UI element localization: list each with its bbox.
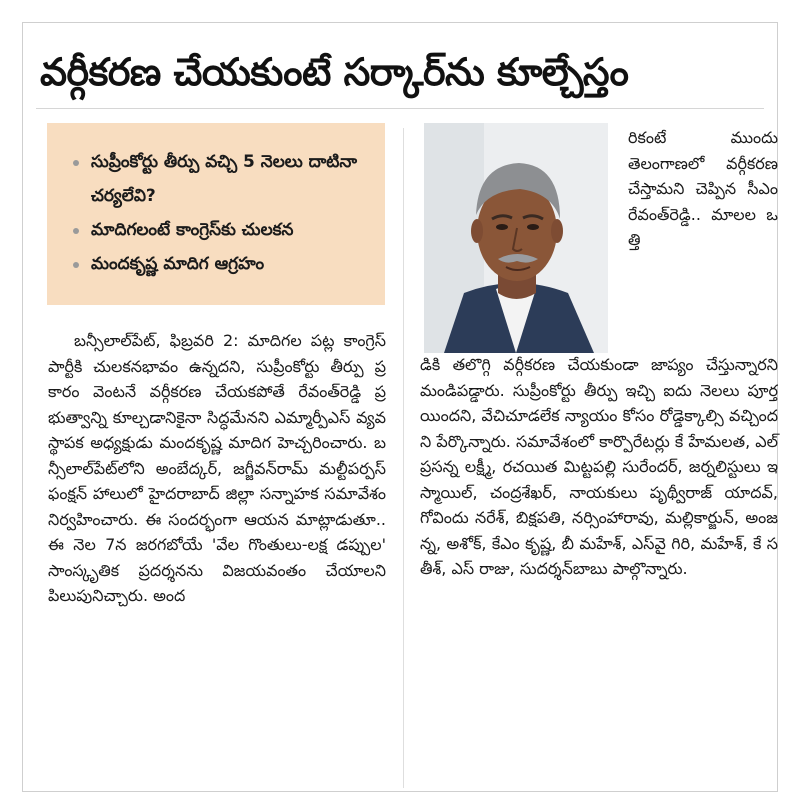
column-divider [403,128,404,788]
highlight-item: సుప్రీంకోర్టు తీర్పు వచ్చి 5 నెలలు దాటినా చర్యలేవి? [73,145,369,213]
article-body-left [48,328,386,609]
portrait-illustration [424,123,608,353]
highlight-item: మందకృష్ణ మాదిగ ఆగ్రహం [73,247,369,281]
portrait-photo [424,123,608,353]
highlight-item: మాదిగలంటే కాంగ్రెస్‌కు చులకన [73,213,369,247]
headline-rule [36,108,764,109]
body-text-left: బన్సీలాల్‌పేట్, ఫిబ్రవరి 2: మాదిగల పట్ల కాంగ్రెస్ పార్టీకి చులకనభావం ఉన్నదని, సుప్రీంకోర్టు తీర్పు ప్రకారం వెంటనే వర్గీకరణ చేయకపోతే రేవంత్‌రెడ్డి ప్రభుత్వాన్ని కూల్చడానికైనా సిద్ధమేనని ఎమ్మార్పీఎస్ వ్యవస్థాపక అధ్యక్షుడు మందకృష్ణ మాదిగ హెచ్చరించారు. బన్సీలాల్‌పేట్‌లోని అంబేద్కర్, జగ్జీవన్‌రామ్ మల్టీపర్పస్ ఫంక్షన్ హాలులో హైదరాబాద్ జిల్లా సన్నాహక సమావేశం నిర్వహించారు. ఈ సందర్భంగా ఆయన మాట్లాడుతూ.. ఈ నెల 7న జరగబోయే 'వేల గొంతులు-లక్ష డప్పుల' సాంస్కృతిక ప్రదర్శనను విజయవంతం చేయాలని పిలుపునిచ్చారు. అంద [48,331,386,605]
article-body-right: డికి తలొగ్గి వర్గీకరణ చేయకుండా జాప్యం చేస్తున్నారని మండిపడ్డారు. సుప్రీంకోర్టు తీర్పు ఇచ్చి ఐదు నెలలు పూర్తయిందని, వేచిచూడలేక న్యాయం కోసం రోడ్డెక్కాల్సి వచ్చిందని పేర్కొన్నారు. సమావేశంలో కార్పొరేటర్లు కే హేమలత, ఎల్ ప్రసన్న లక్ష్మీ, రచయిత మిట్టపల్లి సురేందర్, జర్నలిస్టులు ఇస్మాయిల్, చంద్రశేఖర్, నాయకులు పృథ్వీరాజ్ యాదవ్, గోవిందు నరేశ్, బిక్షపతి, నర్సింహారావు, మల్లికార్జున్, అంజన్న, అశోక్, కేఎం కృష్ణ, బీ మహేశ్, ఎస్‌వై గిరి, మహేశ్, కే సతీశ్, ఎస్ రాజు, సుదర్శన్‌బాబు పాల్గొన్నారు. [420,355,778,578]
article-body-beside-photo: రికంటే ముందు తెలంగాణలో వర్గీకరణ చేస్తామని చెప్పిన సీఎం రేవంత్‌రెడ్డి.. మాలల ఒత్తి [628,128,778,249]
headline: వర్గీకరణ చేయకుంటే సర్కార్‌ను కూల్చేస్తం [40,50,629,94]
highlights-box [47,123,385,305]
